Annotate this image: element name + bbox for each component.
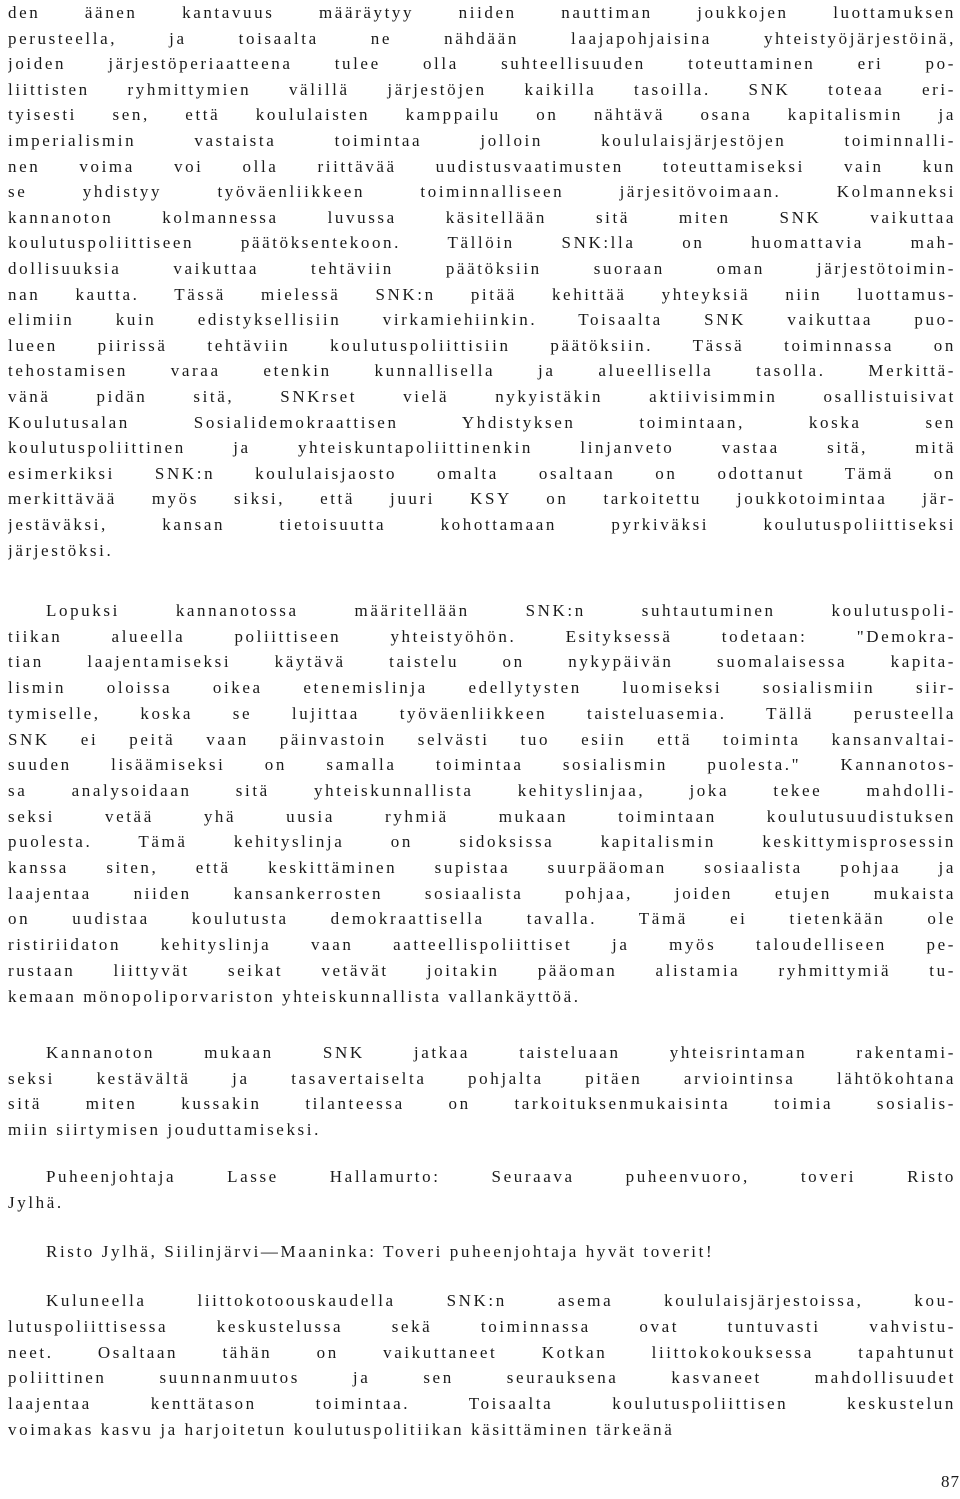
text-line: joiden järjestöperiaatteena tulee olla suhteellisuuden toteuttaminen eri po- <box>8 54 956 74</box>
text-line: vänä pidän sitä, SNKrset vielä nykyistäkin aktiivisimmin osallistuisivat <box>8 387 956 406</box>
text-line: imperialismin vastaista toimintaa jolloin koululaisjärjestöjen toiminnalli- <box>8 131 956 150</box>
text-line: kannanoton kolmannessa luvussa käsitellään sitä miten SNK vaikuttaa <box>8 207 956 227</box>
text-line: ristiriidaton kehityslinja vaan aatteellispoliittiset ja myös taloudelliseen pe- <box>8 935 956 955</box>
text-line: Puheenjohtaja Lasse Hallamurto: Seuraava puheenvuoro, toveri Risto <box>46 1167 956 1186</box>
text-line: Jylhä. <box>8 1193 64 1212</box>
text-line: sa analysoidaan sitä yhteiskunnallista kehityslinjaa, joka tekee mahdolli- <box>8 780 956 800</box>
text-line: jestäväksi, kansan tietoisuutta kohottamaan pyrkiväksi koulutuspoliittiseksi <box>8 515 956 534</box>
text-line: tian laajentamiseksi käytävä taistelu on nykypäivän suomalaisessa kapita- <box>8 652 956 672</box>
text-line: seksi kestävältä ja tasavertaiselta pohjalta pitäen arviointinsa lähtökohtana <box>8 1068 956 1088</box>
text-line: puolesta. Tämä kehityslinja on sidoksissa kapitalismin keskittymisprosessin <box>8 832 956 852</box>
text-line: rustaan liittyvät seikat vetävät joitakin pääoman alistamia ryhmittymiä tu- <box>8 960 956 980</box>
text-line: suuden lisäämiseksi on samalla toimintaa sosialismin puolesta." Kannanotos- <box>8 755 956 775</box>
text-line: SNK ei peitä vaan päinvastoin selvästi tuo esiin että toiminta kansanvaltai- <box>8 729 956 749</box>
text-line: den äänen kantavuus määräytyy niiden nauttiman joukkojen luottamuksen <box>8 3 956 22</box>
text-line: miin siirtymisen jouduttamiseksi. <box>8 1120 321 1140</box>
text-line: seksi vetää yhä uusia ryhmiä mukaan toimintaan koulutusuudistuksen <box>8 806 956 826</box>
text-line: dollisuuksia vaikuttaa tehtäviin päätöksiin suoraan oman järjestötoimin- <box>8 259 956 278</box>
text-line: tiikan alueella poliittiseen yhteistyöhön. Esityksessä todetaan: "Demokra- <box>8 626 956 646</box>
text-line: lismin oloissa oikea etenemislinja edellytysten luomiseksi sosialismiin siir- <box>8 678 956 698</box>
text-line: liittisten ryhmittymien välillä järjestöjen kaikilla tasoilla. SNK toteaa eri- <box>8 79 956 99</box>
text-line: perusteella, ja toisaalta ne nähdään laajapohjaisina yhteistyöjärjestöinä, <box>8 28 956 48</box>
page-number: 87 <box>941 1472 960 1491</box>
text-line: lutuspoliittisessa keskustelussa sekä toiminnassa ovat tuntuvasti vahvistu- <box>8 1316 956 1336</box>
text-line: Lopuksi kannanotossa määritellään SNK:n suhtautuminen koulutuspoli- <box>46 601 956 620</box>
text-line: voimakas kasvu ja harjoitetun koulutuspolitiikan käsittäminen tärkeänä <box>8 1420 675 1439</box>
text-line: järjestöksi. <box>8 540 114 560</box>
text-line: kemaan mönopoliporvariston yhteiskunnallista vallankäyttöä. <box>8 986 581 1006</box>
text-line: nan kautta. Tässä mielessä SNK:n pitää kehittää yhteyksiä niin luottamus- <box>8 284 956 304</box>
text-line: koulutuspoliittinen ja yhteiskuntapoliittinenkin linjanveto vastaa sitä, mitä <box>8 438 956 458</box>
text-line: laajentaa niiden kansankerrosten sosiaalista pohjaa, joiden etujen mukaista <box>8 883 956 903</box>
text-line: tymiselle, koska se lujittaa työväenliikkeen taisteluasemia. Tällä perusteella <box>8 703 956 723</box>
text-line: Risto Jylhä, Siilinjärvi—Maaninka: Toveri puheenjohtaja hyvät toverit! <box>46 1242 715 1261</box>
text-line: tyisesti sen, että koululaisten kamppailu on nähtävä osana kapitalismin ja <box>8 105 956 125</box>
text-line: tehostamisen varaa etenkin kunnallisella ja alueellisella tasolla. Merkittä- <box>8 361 956 381</box>
text-line: elimiin kuin edistyksellisiin virkamiehiinkin. Toisaalta SNK vaikuttaa puo- <box>8 310 956 330</box>
text-line: nen voima voi olla riittävää uudistusvaatimusten toteuttamiseksi vain kun <box>8 156 956 176</box>
text-line: merkittävää myös siksi, että juuri KSY on tarkoitettu joukkotoimintaa jär- <box>8 489 956 509</box>
text-line: kanssa siten, että keskittäminen supistaa suurpääoman sosiaalista pohjaa ja <box>8 858 956 877</box>
text-line: sitä miten kussakin tilanteessa on tarkoituksenmukaisinta toimia sosialis- <box>8 1094 956 1114</box>
text-line: neet. Osaltaan tähän on vaikuttaneet Kotkan liittokokouksessa tapahtunut <box>8 1342 956 1362</box>
text-line: Kuluneella liittokotoouskaudella SNK:n asema koululaisjärjestoissa, kou- <box>46 1291 956 1310</box>
text-line: Kannanoton mukaan SNK jatkaa taisteluaan yhteisrintaman rakentami- <box>46 1043 956 1062</box>
text-line: esimerkiksi SNK:n koululaisjaosto omalta osaltaan on odottanut Tämä on <box>8 463 956 483</box>
text-line: se yhdistyy työväenliikkeen toiminnalliseen järjesitövoimaan. Kolmanneksi <box>8 182 956 202</box>
text-line: on uudistaa koulutusta demokraattisella tavalla. Tämä ei tietenkään ole <box>8 909 956 929</box>
text-line: Koulutusalan Sosialidemokraattisen Yhdistyksen toimintaan, koska sen <box>8 412 956 432</box>
text-line: laajentaa kenttätason toimintaa. Toisaalta koulutuspoliittisen keskustelun <box>8 1394 956 1414</box>
text-line: poliittinen suunnanmuutos ja sen seurauksena kasvaneet mahdollisuudet <box>8 1368 956 1388</box>
text-line: koulutuspoliittiseen päätöksentekoon. Tällöin SNK:lla on huomattavia mah- <box>8 233 956 253</box>
text-line: lueen piirissä tehtäviin koulutuspoliittisiin päätöksiin. Tässä toiminnassa on <box>8 335 956 355</box>
